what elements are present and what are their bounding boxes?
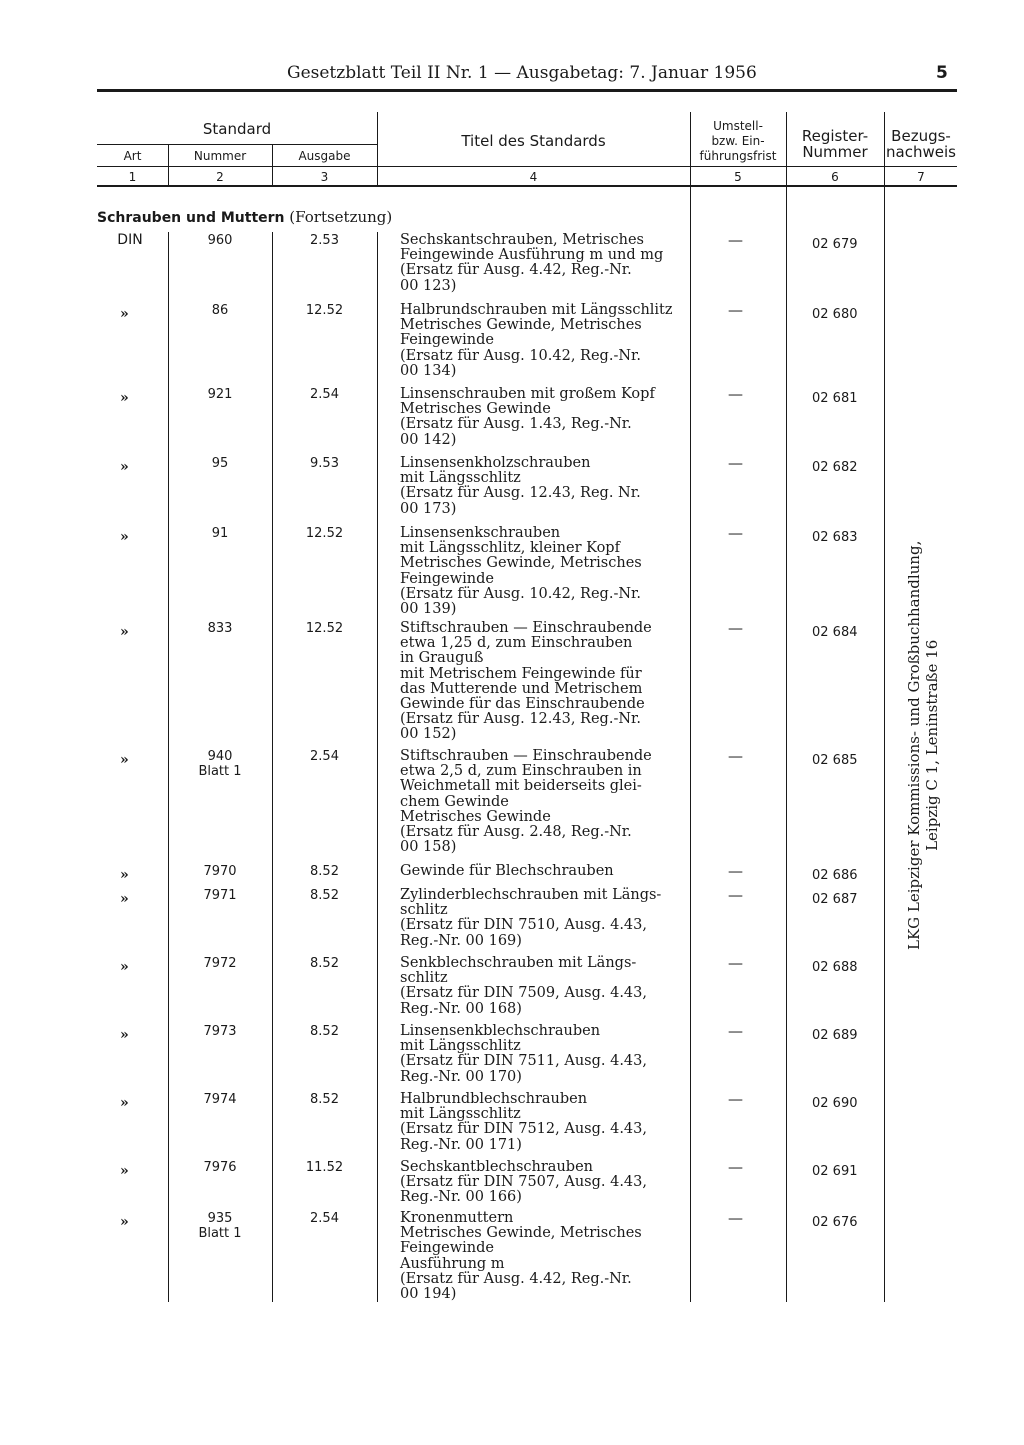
- row-nummer: 935: [207, 1211, 233, 1226]
- col-number: 3: [320, 170, 329, 184]
- row-art-ditto: »: [120, 1214, 129, 1230]
- row-title-line: (Ersatz für Ausg. 4.42, Reg.-Nr.: [400, 262, 632, 279]
- row-title-line: etwa 1,25 d, zum Einschrauben: [400, 635, 633, 652]
- row-title-line: Reg.-Nr. 00 170): [400, 1068, 522, 1085]
- col-number: 4: [529, 170, 538, 184]
- umstell-heading-line: Umstell-: [713, 119, 763, 133]
- row-art-ditto: »: [120, 529, 129, 545]
- row-title: [400, 303, 682, 379]
- row-art-ditto: »: [120, 459, 129, 475]
- col-rule-4: [690, 112, 691, 1302]
- row-register-number: 02 691: [812, 1164, 858, 1179]
- bezugs-heading-line: Bezugs-: [891, 127, 951, 145]
- section-title-normal: (Fortsetzung): [289, 208, 393, 226]
- row-nummer: 833: [207, 621, 233, 636]
- row-nummer: 7976: [203, 1160, 237, 1175]
- row-title-line: Zylinderblechschrauben mit Längs-: [400, 887, 662, 903]
- nummer-heading: Nummer: [193, 149, 247, 163]
- row-nummer: 95: [211, 456, 229, 471]
- row-ausgabe: 12.52: [305, 526, 344, 541]
- row-register-number: 02 689: [812, 1028, 858, 1043]
- row-nummer: 960: [207, 233, 233, 248]
- row-art-ditto: »: [120, 1163, 129, 1179]
- row-register-number: 02 682: [812, 460, 858, 475]
- row-art-ditto: »: [120, 752, 129, 768]
- row-title-line: Metrisches Gewinde, Metrisches: [400, 1225, 642, 1242]
- col-number: 2: [216, 170, 224, 184]
- umstell-heading-line: bzw. Ein-: [711, 134, 765, 148]
- row-title-line: mit Längsschlitz, kleiner Kopf: [400, 540, 620, 557]
- row-title-line: mit Längsschlitz: [400, 1038, 521, 1055]
- row-register-number: 02 687: [812, 892, 858, 907]
- row-title-line: schlitz: [400, 970, 448, 987]
- row-title-line: Sechskantblechschrauben: [400, 1159, 593, 1175]
- row-title-line: (Ersatz für Ausg. 10.42, Reg.-Nr.: [400, 347, 641, 364]
- row-title-line: Sechskantschrauben, Metrisches: [400, 232, 644, 248]
- row-umstell-dash: —: [728, 886, 743, 904]
- top-rule: [97, 89, 957, 92]
- row-title-line: (Ersatz für Ausg. 4.42, Reg.-Nr.: [400, 1270, 632, 1287]
- row-umstell-dash: —: [728, 524, 743, 542]
- bezugs-heading: [884, 128, 958, 160]
- row-art-ditto: »: [120, 1027, 129, 1043]
- row-title-line: Reg.-Nr. 00 166): [400, 1189, 522, 1206]
- row-umstell-dash: —: [728, 231, 743, 249]
- row-nummer-blatt: Blatt 1: [198, 1226, 242, 1241]
- row-title-line: Reg.-Nr. 00 171): [400, 1136, 522, 1153]
- row-title-line: Halbrundblechschrauben: [400, 1091, 588, 1107]
- row-register-number: 02 676: [812, 1215, 858, 1230]
- row-ausgabe: 2.54: [310, 749, 339, 764]
- row-title: [400, 526, 682, 617]
- row-title-line: Senkblechschrauben mit Längs-: [400, 955, 637, 971]
- row-umstell-dash: —: [728, 301, 743, 319]
- row-title-line: Linsensenkschrauben: [400, 525, 561, 541]
- row-umstell-dash: —: [728, 862, 743, 880]
- row-umstell-dash: —: [728, 385, 743, 403]
- row-register-number: 02 690: [812, 1096, 858, 1111]
- row-title-line: Feingewinde: [400, 1240, 494, 1257]
- row-ausgabe: 2.53: [310, 233, 339, 248]
- row-nummer-blatt: Blatt 1: [198, 764, 242, 779]
- bezugs-heading-line: nachweis: [886, 143, 956, 161]
- row-art-ditto: »: [120, 1095, 129, 1111]
- row-title-line: mit Metrischem Feingewinde für: [400, 665, 642, 682]
- row-title-line: Linsensenkblechschrauben: [400, 1023, 601, 1039]
- row-ausgabe: 8.52: [310, 1092, 339, 1107]
- row-art-ditto: »: [120, 891, 129, 907]
- row-title-line: Linsensenkholzschrauben: [400, 455, 591, 471]
- row-title: [400, 1211, 682, 1302]
- row-title-line: (Ersatz für Ausg. 2.48, Reg.-Nr.: [400, 824, 632, 841]
- row-title: [400, 1160, 682, 1206]
- row-ausgabe: 2.54: [310, 387, 339, 402]
- row-title-line: (Ersatz für Ausg. 12.43, Reg.-Nr.: [400, 711, 641, 728]
- row-title-line: (Ersatz für Ausg. 1.43, Reg.-Nr.: [400, 416, 632, 433]
- row-title-line: Metrisches Gewinde, Metrisches: [400, 317, 642, 334]
- row-nummer: 940: [207, 749, 233, 764]
- row-title: [400, 888, 682, 949]
- bezugsnachweis-line1: LKG Leipziger Kommissions- und Großbuchhandlung,: [905, 540, 923, 950]
- col-rule-6: [884, 112, 885, 1302]
- art-heading: Art: [123, 149, 142, 163]
- row-ausgabe: 11.52: [305, 1160, 344, 1175]
- row-ausgabe: 8.52: [310, 1024, 339, 1039]
- row-ausgabe: 8.52: [310, 956, 339, 971]
- row-register-number: 02 681: [812, 391, 858, 406]
- row-title-line: mit Längsschlitz: [400, 470, 521, 487]
- row-register-number: 02 680: [812, 307, 858, 322]
- row-umstell-dash: —: [728, 1090, 743, 1108]
- row-art-ditto: »: [120, 959, 129, 975]
- row-ausgabe: 8.52: [310, 864, 339, 879]
- row-title-line: das Mutterende und Metrischem: [400, 680, 643, 697]
- row-title: [400, 956, 682, 1017]
- page-number: 5: [936, 63, 948, 83]
- row-title-line: Feingewinde Ausführung m und mg: [400, 247, 664, 264]
- row-umstell-dash: —: [728, 1158, 743, 1176]
- row-ausgabe: 12.52: [305, 303, 344, 318]
- row-title-line: (Ersatz für Ausg. 12.43, Reg. Nr.: [400, 485, 641, 502]
- row-umstell-dash: —: [728, 1209, 743, 1227]
- row-umstell-dash: —: [728, 1022, 743, 1040]
- row-title-line: 00 142): [400, 431, 457, 448]
- row-title: [400, 621, 682, 743]
- row-title-line: (Ersatz für DIN 7507, Ausg. 4.43,: [400, 1174, 647, 1191]
- row-title-line: Stiftschrauben — Einschraubende: [400, 748, 652, 764]
- row-title-line: 00 139): [400, 601, 457, 618]
- row-title-line: 00 158): [400, 839, 457, 856]
- bezugsnachweis-line2: Leipzig C 1, Leninstraße 16: [923, 639, 941, 851]
- row-title: [400, 1092, 682, 1153]
- standard-heading: Standard: [202, 120, 272, 138]
- row-nummer: 7972: [203, 956, 237, 971]
- row-title-line: chem Gewinde: [400, 793, 509, 810]
- row-title-line: schlitz: [400, 902, 448, 919]
- row-title-line: Gewinde für das Einschraubende: [400, 696, 645, 713]
- row-title: [400, 387, 682, 448]
- row-title-line: (Ersatz für DIN 7512, Ausg. 4.43,: [400, 1121, 647, 1138]
- row-title: [400, 864, 682, 879]
- col-number: 5: [734, 170, 742, 184]
- row-title-line: Feingewinde: [400, 332, 494, 349]
- header-rule-1: [97, 166, 957, 167]
- row-title-line: Metrisches Gewinde: [400, 808, 551, 825]
- row-art-ditto: »: [120, 306, 129, 322]
- row-nummer: 921: [207, 387, 233, 402]
- row-art-ditto: »: [120, 390, 129, 406]
- row-register-number: 02 688: [812, 960, 858, 975]
- section-title: [97, 208, 392, 226]
- row-title-line: (Ersatz für Ausg. 10.42, Reg.-Nr.: [400, 585, 641, 602]
- umstell-heading-line: führungsfrist: [699, 149, 777, 163]
- row-title-line: (Ersatz für DIN 7509, Ausg. 4.43,: [400, 985, 647, 1002]
- row-title-line: Kronenmuttern: [400, 1210, 514, 1226]
- row-title: [400, 456, 682, 517]
- row-nummer: 7970: [203, 864, 237, 879]
- section-title-bold: Schrauben und Muttern: [97, 210, 285, 226]
- row-register-number: 02 683: [812, 530, 858, 545]
- ausgabe-heading: Ausgabe: [298, 149, 351, 163]
- row-umstell-dash: —: [728, 454, 743, 472]
- row-title-line: in Grauguß: [400, 650, 484, 667]
- body-rule-titel: [377, 232, 378, 1302]
- row-title-line: (Ersatz für DIN 7510, Ausg. 4.43,: [400, 917, 647, 934]
- row-art-ditto: »: [120, 867, 129, 883]
- row-title-line: Stiftschrauben — Einschraubende: [400, 620, 652, 636]
- umstell-heading: [690, 119, 786, 164]
- standard-subrule: [97, 144, 377, 145]
- row-nummer: 7973: [203, 1024, 237, 1039]
- row-title: [400, 749, 682, 855]
- row-title-line: Feingewinde: [400, 570, 494, 587]
- col-rule-5: [786, 112, 787, 1302]
- row-title-line: Halbrundschrauben mit Längsschlitz: [400, 302, 673, 318]
- row-nummer: 91: [211, 526, 229, 541]
- row-ausgabe: 8.52: [310, 888, 339, 903]
- row-title-line: 00 194): [400, 1286, 457, 1303]
- row-title-line: Weichmetall mit beiderseits glei-: [400, 778, 642, 795]
- row-umstell-dash: —: [728, 747, 743, 765]
- row-title-line: (Ersatz für DIN 7511, Ausg. 4.43,: [400, 1053, 647, 1070]
- row-ausgabe: 12.52: [305, 621, 344, 636]
- row-title-line: Ausführung m: [400, 1255, 505, 1272]
- bezugsnachweis: [905, 541, 941, 950]
- row-register-number: 02 679: [812, 237, 858, 252]
- row-nummer: 7974: [203, 1092, 237, 1107]
- row-title-line: 00 134): [400, 362, 457, 379]
- col-number: 1: [128, 170, 137, 184]
- row-nummer: 7971: [203, 888, 237, 903]
- register-heading-line: Nummer: [802, 143, 868, 161]
- col-number: 7: [917, 170, 925, 184]
- row-umstell-dash: —: [728, 954, 743, 972]
- row-title-line: Reg.-Nr. 00 169): [400, 932, 522, 949]
- titel-heading: Titel des Standards: [461, 132, 606, 150]
- row-umstell-dash: —: [728, 619, 743, 637]
- row-title-line: Metrisches Gewinde: [400, 401, 551, 418]
- row-art: DIN: [117, 232, 143, 248]
- register-heading-line: Register-: [801, 127, 869, 145]
- row-ausgabe: 9.53: [310, 456, 339, 471]
- page-header-title: Gesetzblatt Teil II Nr. 1 — Ausgabetag: 7. Januar 1956: [287, 63, 757, 83]
- header-rule-2: [97, 185, 957, 187]
- row-title-line: 00 173): [400, 500, 457, 517]
- row-register-number: 02 686: [812, 868, 858, 883]
- row-title-line: 00 152): [400, 726, 457, 743]
- col-number: 6: [831, 170, 839, 184]
- register-heading: [786, 128, 884, 160]
- row-ausgabe: 2.54: [310, 1211, 339, 1226]
- row-title-line: Gewinde für Blechschrauben: [400, 863, 614, 879]
- row-title-line: mit Längsschlitz: [400, 1106, 521, 1123]
- row-title-line: Metrisches Gewinde, Metrisches: [400, 555, 642, 572]
- row-title: [400, 1024, 682, 1085]
- row-art-ditto: »: [120, 624, 129, 640]
- row-nummer: 86: [211, 303, 229, 318]
- row-title: [400, 233, 682, 294]
- row-title-line: etwa 2,5 d, zum Einschrauben in: [400, 763, 642, 780]
- row-title-line: 00 123): [400, 277, 457, 294]
- row-title-line: Linsenschrauben mit großem Kopf: [400, 386, 655, 402]
- row-title-line: Reg.-Nr. 00 168): [400, 1000, 522, 1017]
- row-register-number: 02 685: [812, 753, 858, 768]
- row-register-number: 02 684: [812, 625, 858, 640]
